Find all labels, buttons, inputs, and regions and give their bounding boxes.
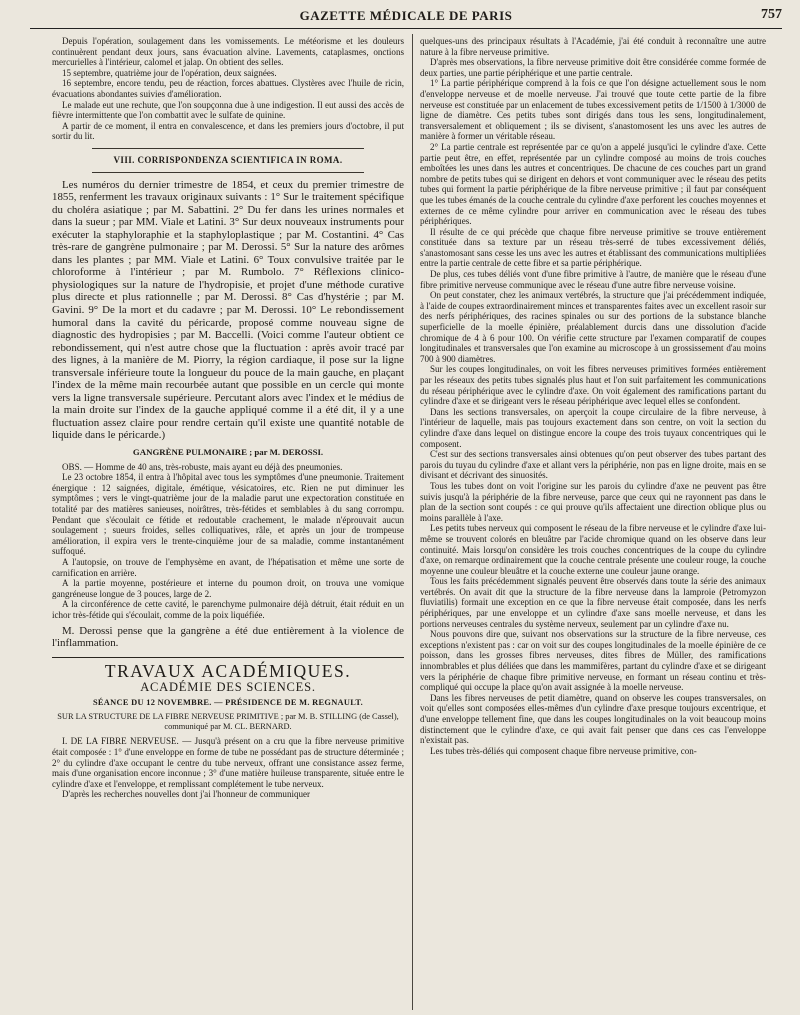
section-rule (52, 657, 404, 658)
paragraph: Dans les fibres nerveuses de petit diamètre, quand on observe les coupes transversales, on voit qu'elles sont composées elles-mêmes d'un cylindre d'axe presque toujours excentrique, et d'une enveloppe tellement fine, que dans les coupes longitudinales on la voit beaucoup moins distinctement que le cylindre d'axe, ce qui avait fait penser que dans ces cas l'enveloppe n'existait pas. (420, 692, 766, 746)
subsection-heading: GANGRÈNE PULMONAIRE ; par M. DEROSSI. (132, 447, 324, 458)
short-rule (92, 148, 364, 149)
paragraph: Dans les sections transversales, on aperçoit la coupe circulaire de la fibre nerveuse, à l'intérieur de laquelle, mais pas toujours exactement dans son centre, on voit la section du cylindre d'axe dans lequel on distingue encore la coupe des trois tuyaux concentriques qui le composent. (420, 406, 766, 449)
short-rule (92, 172, 364, 173)
paragraph: D'après mes observations, la fibre nerveuse primitive doit être considérée comme formée de deux parties, une partie périphérique et une partie centrale. (420, 57, 766, 78)
paragraph: 15 septembre, quatrième jour de l'opération, deux saignées. (62, 67, 277, 78)
paragraph: Il résulte de ce qui précède que chaque fibre nerveuse primitive se trouve entièrement constituée dans sa texture par un réseau très-serré de tubes excessivement déliés, s'anastomosant sans cesse les uns avec les autres et établissant des communications multipliées entre la partie centrale de cette fibre et sa partie périphérique. (420, 226, 766, 269)
paragraph: Les petits tubes nerveux qui composent le réseau de la fibre nerveuse et le cylindre d'axe lui-même se trouvent colorés en bleuâtre par l'acide chromique quand on les observe dans leur continuité. Mais lorsqu'on considère les trois couches concentriques de la coupe du cylindre d'axe, on remarque ordinairement que la couche centrale présente une couleur rouge, la couche moyenne une couleur bleuâtre et la couche externe une couleur jaune orange. (420, 523, 766, 576)
paragraph: 2° La partie centrale est représentée par ce qu'on a appelé jusqu'ici le cylindre d'axe. Cette partie peut être, en effet, représentée par un cylindre composé au moins de trois couches emboîtées les unes dans les autres et concentriques. De chacune de ces couches part un grand nombre de petits tubes qui se dirigent en dehors et vont communiquer avec le réseau des petits tubes qui forment la partie périphérique de la fibre nerveuse primitive ; il faut par conséquent que les tubes émanés de la couche centrale du cylindre d'axe perforent les couches moyennes et externes de ce même cylindre pour arriver en communication avec le réseau des tubes périphériques. (420, 141, 766, 227)
page-number: 757 (761, 7, 782, 22)
paragraph: C'est sur des sections transversales ainsi obtenues qu'on peut observer des tubes partant des parois du tuyau du cylindre d'axe et allant vers la périphérie, non pas en ligne droite, mais en se divisant et décrivant des sinuosités. (420, 449, 766, 481)
paragraph: On peut constater, chez les animaux vertébrés, la structure que j'ai précédemment indiquée, à l'aide de coupes extraordinairement minces et transparentes faites avec un excellent rasoir sur des nerfs périphériques, des racines spinales ou sur des portions de la substance blanche superficielle de la moelle épinière, préalablement durcis dans une dissolution d'acide chromique de 4 à 6 pour 100. On vérifie cette structure par l'examen comparatif de coupes longitudinales et transversales que l'on examine au microscope à un grossissement d'au moins 700 à 900 diamètres. (420, 290, 766, 364)
section-banner: TRAVAUX ACADÉMIQUES. (104, 660, 352, 681)
paragraph: Nous pouvons dire que, suivant nos observations sur la structure de la fibre nerveuse, ces exceptions n'existent pas : car on voit sur des coupes longitudinales de la moelle épinière de ce poisson, dans les grosses fibres nerveuses, dites fibres de Müller, des ramifications innombrables et plus déliées que dans les mammifères, partant du cylindre d'axe et se dirigeant vers la périphérie de chaque fibre primitive nerveuse, en formant un réseau continu et très-compliqué qui occupe la place qu'on avait assignée à la moelle nerveuse. (420, 629, 766, 693)
journal-title: GAZETTE MÉDICALE DE PARIS (299, 8, 513, 23)
paragraph: I. DE LA FIBRE NERVEUSE. — Jusqu'à présent on a cru que la fibre nerveuse primitive était composée : 1° d'une enveloppe en forme de tube ne possédant pas de structure déterminée ; 2° du cylindre d'axe occupant le centre du tube nerveux, offrant une consistance assez ferme, mais d'une organisation encore inconnue ; 3° d'une matière huileuse transparente, située entre le cylindre d'axe et l'enveloppe, et remplissant complétement le tube nerveux. (52, 736, 404, 789)
running-header (30, 6, 782, 29)
article-heading: SUR LA STRUCTURE DE LA FIBRE NERVEUSE PRIMITIVE ; par M. B. STILLING (de Cassel), communiqué par M. CL. BERNARD. (57, 712, 399, 732)
paragraph: Tous les tubes dont on voit l'origine sur les parois du cylindre d'axe ne peuvent pas être suivis jusqu'à la périphérie de la fibre nerveuse, parce que ceux qui ne rayonnent pas dans le plan de la section sont coupés : ce qui prouve qu'ils affectaient une direction oblique plus ou moins parallèle à l'axe. (420, 480, 766, 523)
left-column (52, 36, 404, 1011)
section-heading: VIII. CORRISPONDENZA SCIENTIFICA IN ROMA. (113, 154, 343, 165)
paragraph: D'après les recherches nouvelles dont j'ai l'honneur de communiquer (62, 789, 311, 800)
paragraph: Le malade eut une rechute, que l'on soupçonna due à une indigestion. Il eut aussi des accès de fièvre intermittente que l'on combattit avec le sulfate de quinine. (52, 99, 404, 121)
paragraph: A l'autopsie, on trouve de l'emphysème en avant, de l'hépatisation et même une sorte de carnification en arrière. (52, 556, 404, 578)
paragraph: quelques-uns des principaux résultats à l'Académie, j'ai été conduit à reconnaître une autre nature à la fibre nerveuse primitive. (420, 36, 766, 57)
right-column (420, 36, 766, 1011)
paragraph: OBS. — Homme de 40 ans, très-robuste, mais ayant eu déjà des pneumonies. (62, 461, 343, 472)
paragraph: De plus, ces tubes déliés vont d'une fibre primitive à l'autre, de manière que le réseau d'une fibre primitive nerveuse communique avec le réseau d'une autre fibre nerveuse voisine. (420, 269, 766, 290)
paragraph: 1° La partie périphérique comprend à la fois ce que l'on désigne actuellement sous le nom d'enveloppe nerveuse et de moelle nerveuse. J'ai trouvé que toute cette partie de la fibre nerveuse est constituée par un enlacement de tubes excessivement petits de 1/1500 à 1/3000 de ligne de diamètre. Ces petits tubes sont dirigés dans tous les sens, longitudinalement, transversalement et obliquement ; ils se divisent, s'anastomosent les uns avec les autres de manière à former un véritable réseau. (420, 78, 766, 142)
paragraph: Depuis l'opération, soulagement dans les vomissements. Le météorisme et les douleurs continuèrent pendant deux jours, sans évacuation alvine. Lavements, cataplasmes, onctions mercurielles à l'intérieur, calomel et jalap. On obtient des selles. (52, 36, 404, 68)
academy-heading: ACADÉMIE DES SCIENCES. (140, 680, 316, 695)
paragraph: 16 septembre, encore tendu, peu de réaction, forces abattues. Clystères avec l'huile de ricin, évacuations abondantes suivies d'amélioration. (52, 78, 404, 99)
column-divider (412, 34, 413, 1010)
session-line: SÉANCE DU 12 NOVEMBRE. — PRÉSIDENCE DE M. REGNAULT. (92, 697, 364, 707)
paragraph: Tous les faits précédemment signalés peuvent être observés dans toute la série des animaux vertébrés. On avait dit que la structure de la fibre nerveuse dans la lamproie (Petromyzon fluviatilis) formait une exception en ce que la fibre nerveuse était composée, dans les nerfs périphériques, par une enveloppe et un cylindre d'axe sans moelle nerveuse, et dans les portions nerveuses centrales du système nerveux, seulement par un cylindre d'axe nu. (420, 576, 766, 629)
paragraph: Les tubes très-déliés qui composent chaque fibre nerveuse primitive, con- (430, 745, 697, 756)
paragraph: A partir de ce moment, il entra en convalescence, et dans les premiers jours d'octobre, il put sortir du lit. (52, 120, 404, 142)
paragraph-large: Les numéros du dernier trimestre de 1854, et ceux du premier trimestre de 1855, renferment les travaux originaux suivants : 1° Sur le traitement spécifique du choléra asiatique ; par M. Sabattini. 2° Du fer dans les urines normales et dans la sueur ; par MM. Viale et Latini. 3° Sur deux nouveaux instruments pour exécuter la staphyloraphie et la staphyloplastique ; par M. Costantini. 4° Cas très-rare de gangrène pulmonaire ; par M. Derossi. 5° Sur la nature des arômes dans les plantes ; par MM. Viale et Latini. 6° Toux convulsive traitée par le chloroforme à l'intérieur ; par M. Rumbolo. 7° Réflexions clinico-physiologiques sur la nature de l'hydropisie, et projet d'une méthode curative plus directe et plus rationnelle ; par M. Derossi. 8° Cas d'hystérie ; par M. Gavini. 9° De la mort et du cadavre ; par M. Derossi. 10° Le rebondissement humoral dans la cavité du péricarde, proposé comme nouveau signe de diagnostic des hydropisies ; par M. Baccelli. (Voici comme l'auteur obtient ce rebondissement, qui n'est autre chose que la fluctuation : après avoir tracé par des lignes, à la manière de M. Piorry, la région cardiaque, il pose sur la ligne transversale inférieure toute la longueur du pouce de la main gauche, en plaçant l'index de la même main recourbée autant que possible en un cercle qui monte vers la ligne transversale supérieure. Percutant alors avec l'index et le médius de la main droite sur l'index de la gauche appliqué comme il a été dit, il y a une fluctuation assez claire pour rendre certain qu'il existe une quantité notable de liquide dans le péricarde.) (52, 178, 404, 442)
paragraph-large: M. Derossi pense que la gangrène a été due entièrement à la violence de l'inflammation. (52, 624, 404, 650)
paragraph: A la partie moyenne, postérieure et interne du poumon droit, on trouva une vomique gangréneuse longue de 3 pouces, large de 2. (52, 578, 404, 599)
paragraph: Le 23 octobre 1854, il entra à l'hôpital avec tous les symptômes d'une pneumonie. Traitement énergique : 12 saignées, digitale, émétique, vésicatoires, etc. Rien ne put diminuer les symptômes ; vers le vingt-quatrième jour de la maladie parut une expectoration constituée en totalité par des matières sanieuses, noirâtres, très-fétides et semblables à du sang corrompu. Pendant que s'écoulait ce fétide et redoutable crachement, le malade n'éprouvait aucun soulagement ; sueurs froides, selles colliquatives, râle, et après un jour de trompeuse amélioration, il expira vers le trente-cinquième jour de sa maladie, comme instantanément suffoqué. (52, 472, 404, 557)
paragraph: A la circonférence de cette cavité, le parenchyme pulmonaire déjà détruit, était réduit en un ichor très-fétide qui s'écoulait, comme de la poix liquéfiée. (52, 599, 404, 620)
paragraph: Sur les coupes longitudinales, on voit les fibres nerveuses primitives formées entièrement par les réseaux des petits tubes signalés plus haut et l'on suit parfaitement les communications du réseau périphérique avec le cylindre d'axe. On voit également des ramifications partant du cylindre d'axe et se dirigeant vers le réseau périphérique avec lequel elles se confondent. (420, 364, 766, 407)
